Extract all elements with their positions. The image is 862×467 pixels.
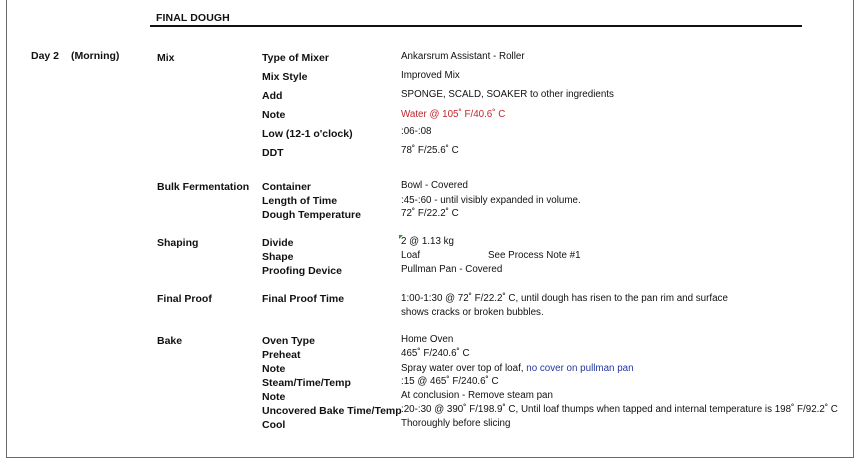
row-label: Type of Mixer: [262, 52, 329, 64]
row-value: :20-:30 @ 390˚ F/198.9˚ C, Until loaf thumps when tapped and internal temperature is 198˚ F/92.2˚ C: [401, 404, 838, 415]
row-label: Final Proof Time: [262, 293, 345, 305]
row-label: Note: [262, 391, 286, 403]
row-value: Ankarsrum Assistant - Roller: [401, 51, 525, 62]
group-title-final-proof: Final Proof: [157, 293, 212, 305]
row-label: Proofing Device: [262, 265, 342, 277]
row-value: 78˚ F/25.6˚ C: [401, 145, 459, 156]
group-title-bulk-fermentation: Bulk Fermentation: [157, 181, 250, 193]
row-label: Dough Temperature: [262, 209, 361, 221]
row-value: SPONGE, SCALD, SOAKER to other ingredients: [401, 89, 614, 100]
row-label: Shape: [262, 251, 294, 263]
section-title: FINAL DOUGH: [156, 12, 230, 24]
day-label: Day 2: [31, 50, 60, 62]
row-label: DDT: [262, 147, 284, 159]
row-value: 2 @ 1.13 kg: [401, 236, 454, 247]
title-underline: [150, 25, 802, 27]
row-value: :06-:08: [401, 126, 432, 137]
row-label: Mix Style: [262, 71, 308, 83]
row-label: Steam/Time/Temp: [262, 377, 351, 389]
row-value-text: Spray water over top of loaf,: [401, 363, 527, 374]
row-value: 465˚ F/240.6˚ C: [401, 348, 470, 359]
row-label: Note: [262, 109, 286, 121]
row-label: Note: [262, 363, 286, 375]
row-value: Loaf: [401, 250, 421, 261]
row-value: [401, 363, 634, 375]
row-label: Length of Time: [262, 195, 338, 207]
row-value-continued: shows cracks or broken bubbles.: [401, 307, 544, 318]
row-value: :45-:60 - until visibly expanded in volume.: [401, 195, 581, 206]
row-value-note: Water @ 105˚ F/40.6˚ C: [401, 109, 506, 120]
group-title-bake: Bake: [157, 335, 183, 347]
row-label: Container: [262, 181, 312, 193]
row-label: Preheat: [262, 349, 301, 361]
group-title-mix: Mix: [157, 52, 175, 64]
row-label: Oven Type: [262, 335, 315, 347]
row-label: Divide: [262, 237, 294, 249]
row-value: Home Oven: [401, 334, 454, 345]
group-title-shaping: Shaping: [157, 237, 199, 249]
row-value: Bowl - Covered: [401, 180, 468, 191]
row-label: Add: [262, 90, 283, 102]
row-label: Uncovered Bake Time/Temp: [262, 405, 402, 417]
row-value: Improved Mix: [401, 70, 460, 81]
row-value-highlight: no cover on pullman pan: [526, 363, 634, 374]
row-value: :15 @ 465˚ F/240.6˚ C: [401, 376, 499, 387]
row-value: 1:00-1:30 @ 72˚ F/22.2˚ C, until dough has risen to the pan rim and surface: [401, 293, 728, 304]
row-label: Low (12-1 o'clock): [262, 128, 353, 140]
row-value: Pullman Pan - Covered: [401, 264, 503, 275]
row-value: 72˚ F/22.2˚ C: [401, 208, 459, 219]
row-value: Thoroughly before slicing: [401, 418, 511, 429]
process-note-ref: See Process Note #1: [488, 250, 581, 261]
day-period: (Morning): [71, 50, 120, 62]
row-value: At conclusion - Remove steam pan: [401, 390, 553, 401]
row-label: Cool: [262, 419, 286, 431]
